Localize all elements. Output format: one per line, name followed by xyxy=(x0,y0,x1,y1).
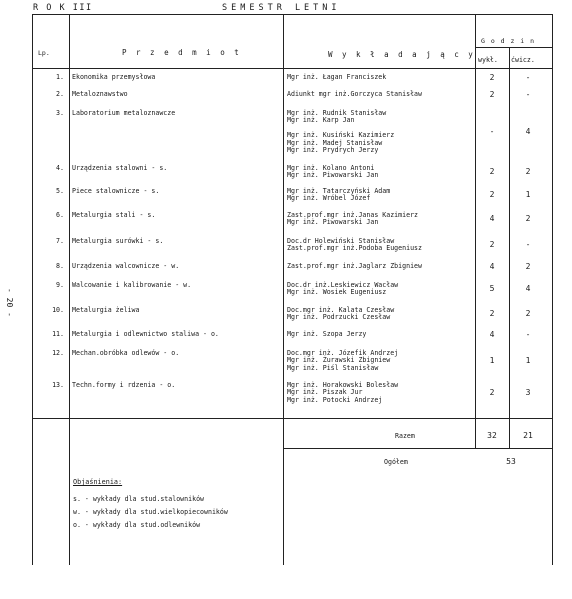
row-subject: Urządzenia walcownicze - w. xyxy=(72,262,180,270)
row-lecturer: Mgr inż. Podrzucki Czesław xyxy=(287,313,391,322)
row-subject: Urządzenia stalowni - s. xyxy=(72,164,168,172)
row-subject: Metalurgia surówki - s. xyxy=(72,237,164,245)
row-lecturer: Zast.prof.mgr inż.Janas Kazimierz xyxy=(287,211,419,219)
godzin-divider xyxy=(475,47,553,48)
row-lecturer: Doc.mgr inż. Kalata Czesław xyxy=(287,306,395,314)
razem-label: Razem xyxy=(395,432,415,440)
row-number: 2. xyxy=(56,90,64,98)
row-exercise-hours: 3 xyxy=(525,388,531,398)
row-lecturer: Mgr inż. Piwowarski Jan xyxy=(287,171,379,180)
row-subject: Laboratorium metaloznawcze xyxy=(72,109,176,117)
row-lecture-hours: 4 xyxy=(489,214,495,224)
row-lecture-hours: 2 xyxy=(489,167,495,177)
row-lecture-hours: 2 xyxy=(489,240,495,250)
row-number: 13. xyxy=(52,381,64,389)
razem-lectures: 32 xyxy=(487,431,497,440)
row-exercise-hours: 2 xyxy=(525,309,531,319)
row-lecturer: Mgr inż. Wróbel Józef xyxy=(287,194,371,203)
ogolem-label: Ogółem xyxy=(384,458,408,466)
legend-item-w: w. - wykłady dla stud.wielkopiecowników xyxy=(73,508,228,516)
row-lecturer: Mgr inż. Piśl Stanisław xyxy=(287,363,379,372)
row-number: 3. xyxy=(56,109,64,117)
legend-item-o: o. - wykłady dla stud.odlewników xyxy=(73,521,201,529)
row-exercise-hours: 1 xyxy=(525,190,531,200)
row-number: 11. xyxy=(52,330,64,338)
row-lecturer: Mgr inż. Rudnik Stanisław xyxy=(287,109,387,117)
row-lecturer: Mgr inż. Łagan Franciszek xyxy=(287,73,387,81)
col-header-subject: P r z e d m i o t xyxy=(122,48,242,57)
row-exercise-hours: - xyxy=(525,73,531,82)
row-exercise-hours: 4 xyxy=(525,127,531,137)
row-lecturer: Adiunkt mgr inż.Gorczyca Stanisław xyxy=(287,90,422,98)
row-lecture-hours: 2 xyxy=(489,90,495,99)
row-exercise-hours: 2 xyxy=(525,262,531,271)
row-subject: Techn.formy i rdzenia - o. xyxy=(72,381,176,389)
col-header-exercises: ćwicz. xyxy=(511,56,535,64)
razem-exercises: 21 xyxy=(523,431,533,440)
body-divider xyxy=(32,418,553,419)
row-number: 4. xyxy=(56,164,64,172)
col-header-lp: Lp. xyxy=(38,49,50,57)
row-subject: Walcowanie i kalibrowanie - w. xyxy=(72,281,192,289)
row-subject: Metaloznawstwo xyxy=(72,90,128,98)
row-lecturer: Mgr inż. Szopa Jerzy xyxy=(287,330,367,338)
row-lecture-hours: 2 xyxy=(489,309,495,319)
row-lecture-hours: 2 xyxy=(489,190,495,200)
row-number: 5. xyxy=(56,187,64,195)
row-exercise-hours: 1 xyxy=(525,356,531,366)
row-lecture-hours: 2 xyxy=(489,388,495,398)
col-divider-lp xyxy=(69,14,70,565)
col-header-lectures: wykł. xyxy=(478,56,498,64)
row-subject: Metalurgia stali - s. xyxy=(72,211,156,219)
col-divider-lecturer xyxy=(475,14,476,448)
row-lecturer: Mgr inż. Kusiński Kazimierz xyxy=(287,131,395,140)
row-lecturer: Mgr inż. Piszak Jur xyxy=(287,388,363,397)
row-lecture-hours: 2 xyxy=(489,73,495,82)
row-lecturer: Doc.mgr inż. Józefik Andrzej xyxy=(287,349,399,357)
row-lecturer: Mgr inż. Żurawski Zbigniew xyxy=(287,356,391,365)
row-lecturer: Mgr inż. Tatarczyński Adam xyxy=(287,187,391,195)
razem-divider xyxy=(283,448,553,449)
row-subject: Metalurgia i odlewnictwo staliwa - o. xyxy=(72,330,219,338)
row-lecturer: Mgr inż. Wosiek Eugeniusz xyxy=(287,288,387,297)
row-lecturer: Mgr inż. Potocki Andrzej xyxy=(287,395,383,404)
semester-label: SEMESTR LETNI xyxy=(222,3,341,13)
row-exercise-hours: 4 xyxy=(525,284,531,294)
ogolem-value: 53 xyxy=(506,457,516,466)
row-number: 9. xyxy=(56,281,64,289)
row-lecturer: Zast.prof.mgr inż.Podoba Eugeniusz xyxy=(287,244,422,253)
row-subject: Metalurgia żeliwa xyxy=(72,306,140,314)
row-lecturer: Mgr inż. Piwowarski Jan xyxy=(287,218,379,227)
row-exercise-hours: 2 xyxy=(525,214,531,224)
row-exercise-hours: 2 xyxy=(525,167,531,177)
row-subject: Mechan.obróbka odlewów - o. xyxy=(72,349,180,357)
legend-title: Objaśnienia: xyxy=(73,478,123,486)
row-number: 10. xyxy=(52,306,64,314)
row-lecture-hours: - xyxy=(489,127,495,137)
row-lecture-hours: 5 xyxy=(489,284,495,294)
legend-item-s: s. - wykłady dla stud.stalowników xyxy=(73,495,205,503)
row-lecturer: Zast.prof.mgr inż.Jaglarz Zbigniew xyxy=(287,262,422,270)
row-lecture-hours: 4 xyxy=(489,330,495,339)
row-lecture-hours: 4 xyxy=(489,262,495,271)
row-subject: Ekonomika przemysłowa xyxy=(72,73,156,81)
row-number: 1. xyxy=(56,73,64,81)
page-number: - 20 - xyxy=(5,288,14,317)
col-divider-subject xyxy=(283,14,284,565)
row-number: 6. xyxy=(56,211,64,219)
row-number: 8. xyxy=(56,262,64,270)
row-exercise-hours: - xyxy=(525,90,531,99)
row-lecturer: Mgr inż. Kolano Antoni xyxy=(287,164,375,172)
row-subject: Piece stalownicze - s. xyxy=(72,187,160,195)
row-exercise-hours: - xyxy=(525,240,531,250)
row-lecturer: Mgr inż. Horakowski Bolesław xyxy=(287,381,399,389)
col-header-lecturer: W y k ł a d a j ą c y xyxy=(328,50,476,59)
row-lecturer: Mgr inż. Karp Jan xyxy=(287,116,355,125)
year-label: R O K III xyxy=(33,3,93,13)
row-lecturer: Mgr inż. Prydrych Jerzy xyxy=(287,146,379,154)
row-exercise-hours: - xyxy=(525,330,531,339)
row-lecturer: Doc.dr inż.Leskiewicz Wacław xyxy=(287,281,399,289)
row-number: 7. xyxy=(56,237,64,245)
header-divider xyxy=(32,68,553,69)
col-header-hours: G o d z i n xyxy=(481,37,536,45)
row-lecturer: Mgr inż. Madej Stanisław xyxy=(287,138,383,147)
row-lecture-hours: 1 xyxy=(489,356,495,366)
row-lecturer: Doc.dr Holewiński Stanisław xyxy=(287,237,395,245)
col-divider-hours xyxy=(509,47,510,448)
row-number: 12. xyxy=(52,349,64,357)
